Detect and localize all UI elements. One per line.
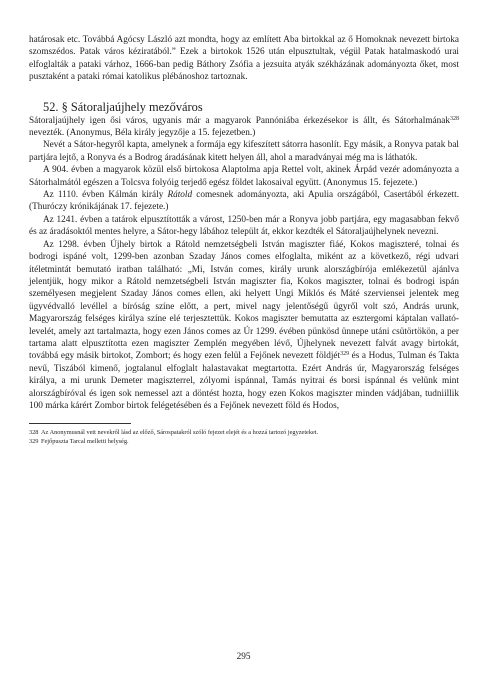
footnote-ref-329[interactable]: 329	[340, 351, 350, 358]
text-run: Sátoraljaújhely igen ősi város, ugyanis már a magyarok Pannóniába érkezésekor is állt, és Sátorhalmának	[29, 115, 450, 126]
paragraph-continuation: határosak etc. Továbbá Agócsy László azt mondta, hogy az említett Aba birtokkal az ő Homoknak nevezett birtoka szomszédos. Patak város kéziratából.” Ezek a birtokok 1526 után elpusztultak, végül Patak hatalmaskodó urai elfoglalták a pataki várhoz, 1666-ban pedig Báthory Zsófia a jezsuita atyák székházának adományozta őket, most pusztaként a pataki római katolikus plébánoshoz tartoznak.	[29, 35, 459, 83]
text-run: Az 1298. évben Újhely birtok a Rátold nemzetségbeli István magiszter fiáé, Kokos magiszteré, tolnai és bodrogi ispáné volt, 1299-ben azonban Szaday János comes elfoglalta, miként az a következő, régi udvari ítéletmintát bemutató iratban található: „Mi, István comes, király urunk alországbírója emlékezetül ajánlva jelentjük, hogy mikor a Rátold nemzetségbeli István magiszter fia, Kokos magiszter, tolnai és bodrogi ispán személyesen megjelent Szaday János comes ellen, aki helyett Ungi Miklós és Máté szerviensei jelentek meg ügyvédvalló levéllel a bíróság színe előtt, a pert, mivel nagy jelentőségű ügyről volt szó, András urunk, Magyarország felséges királya színe elé terjesztettük. Kokos magiszter bemutatta az esztergomi káptalan vallató-levelét, amely azt tartalmazta, hogy ezen János comes az Úr 1299. évében pünkösd ünnepe utáni csütörtökön, a per tartama alatt elpusztította ezen magiszter Zemplén megyében lévő, Újhelynek nevezett falvát avagy birtokát, továbbá egy másik birtokot, Zombort; és hogy ezen felül a Fejőnek nevezett földjét	[29, 239, 459, 362]
paragraph-1298	[29, 239, 459, 413]
page-number: 295	[236, 652, 251, 662]
section-heading: 52. § Sátoraljaújhely mezőváros	[43, 99, 203, 114]
paragraph-name-origin: Nevét a Sátor-hegyről kapta, amelynek a formája egy kifeszített sátorra hasonlít. Egy másik, a Ronyva patak bal partjára lejtő, a Ronyva és a Bodrog áradásának kitett helyen áll, ahol a maradványai még ma is láthatók.	[29, 140, 459, 163]
text-run: comesnek adományozta, aki Apulia országából, Casertából érkezett. (Thuróczy krónikájának 17. fejezete.)	[29, 190, 460, 213]
paragraph-904: A 904. évben a magyarok közül első birtokosa Alaptolma apja Rettel volt, akinek Árpád vezér adományozta a Sátorhalmától egészen a Tolcsva folyóig terjedő egész földet lakosaival együtt. (Anonymus 15. fejezete.)	[29, 165, 459, 188]
footnote-text: Fejőpuszta Tarcal melletti helység.	[41, 437, 129, 445]
footnote-328	[29, 429, 459, 438]
footnote-329	[29, 438, 459, 447]
italic-name: Rátold	[167, 190, 193, 201]
footnote-text: Az Anonymusnál vett nevekről lásd az előző, Sárospatakról szóló fejezet elejét és a hozzá tartozó jegyzeteket.	[41, 429, 319, 437]
footnote-divider	[29, 423, 131, 424]
footnote-number: 329	[29, 437, 39, 445]
paragraph-intro	[29, 115, 459, 140]
text-run: nevezték. (Anonymus, Béla király jegyzője a 15. fejezetben.)	[29, 128, 256, 139]
footnote-number: 328	[29, 429, 39, 437]
paragraph-1241: Az 1241. évben a tatárok elpusztították a várost, 1250-ben már a Ronyva jobb partjára, egy magasabban fekvő és az áradásoktól mentes helyre, a Sátor-hegy lábához települt át, ekkor kezdték el Sátoraljaújhelynek nevezni.	[29, 214, 459, 238]
text-run: és a Hodus, Tulman és Takta nevű, Tiszából kimenő, jogtalanul elfoglalt halastavakat megtartotta. Ezért András úr, Magyarország felséges királya, a mi urunk Demeter magiszterrel, zólyomi ispánnal, Tamás nyitrai és borsi ispánnal és velünk mint alországbíróval és igen sok nemessel azt a döntést hozta, hogy ezen Kokos magiszter minden vádjában, tudniillik 100 márka kárért Zombor birtok felégetésében és a Fejőnek nevezett föld és Hodos,	[29, 351, 459, 411]
page-body	[29, 34, 459, 447]
paragraph-1110	[29, 189, 459, 214]
footnote-ref-328[interactable]: 328	[450, 115, 459, 122]
text-run: Az 1110. évben Kálmán király	[43, 190, 168, 201]
